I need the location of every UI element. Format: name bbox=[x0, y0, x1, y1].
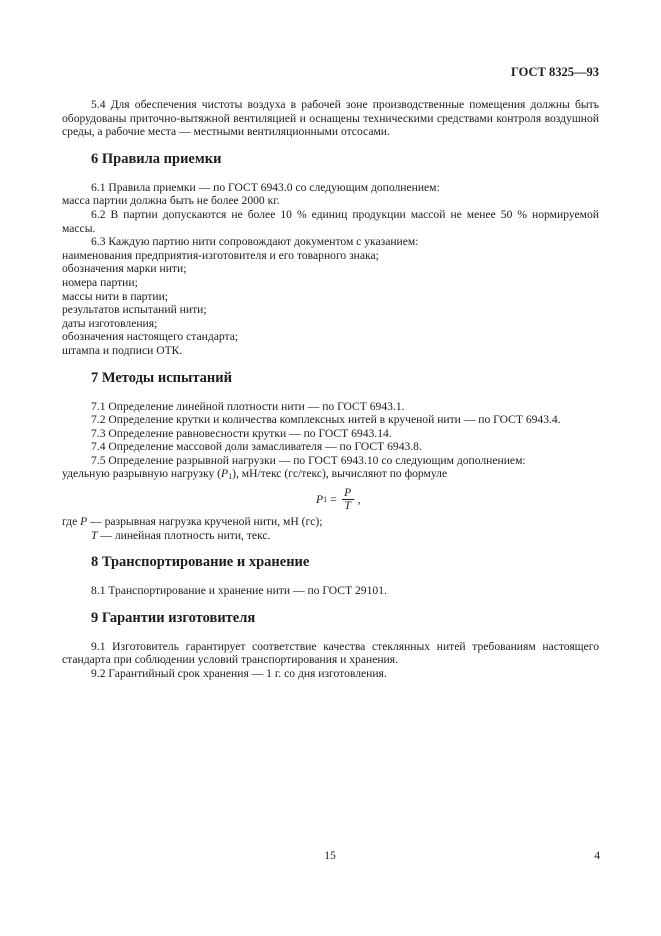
list-item: номера партии; bbox=[62, 275, 138, 289]
section-8-title: 8 Транспортирование и хранение bbox=[91, 554, 310, 571]
document-contents-list bbox=[62, 249, 599, 358]
sheet-number: 4 bbox=[594, 849, 600, 862]
paragraph-6-1: 6.1 Правила приемки — по ГОСТ 6943.0 со следующим дополнением: bbox=[91, 180, 440, 194]
paragraph-7-5-addition: удельную разрывную нагрузку $(P_1)$, мН/текс (гс/текс), вычисляют по формуле bbox=[62, 467, 448, 482]
paragraph-7-3: 7.3 Определение равновесности крутки — по ГОСТ 6943.14. bbox=[91, 426, 392, 440]
list-item: результатов испытаний нити; bbox=[62, 303, 207, 317]
paragraph-7-2: 7.2 Определение крутки и количества комплексных нитей в крученой нити — по ГОСТ 6943.4. bbox=[91, 413, 561, 427]
variable-p: P bbox=[221, 467, 229, 481]
list-item: даты изготовления; bbox=[62, 316, 158, 330]
page-number: 15 bbox=[324, 849, 336, 862]
document-body bbox=[62, 98, 599, 681]
list-item: обозначения марки нити; bbox=[62, 262, 187, 276]
paragraph-7-5: 7.5 Определение разрывной нагрузки — по ГОСТ 6943.10 со следующим дополнением: bbox=[91, 453, 526, 467]
formula-equals: = bbox=[330, 492, 337, 506]
formula-legend-t: T — линейная плотность нити, текс. bbox=[91, 528, 271, 542]
paragraph-9-2: 9.2 Гарантийный срок хранения — 1 г. со дня изготовления. bbox=[91, 667, 387, 681]
list-item: массы нити в партии; bbox=[62, 289, 169, 303]
list-item: штампа и подписи ОТК. bbox=[62, 343, 183, 357]
formula-lhs: P bbox=[316, 492, 324, 506]
paragraph-6-3: 6.3 Каждую партию нити сопровождают документом с указанием: bbox=[91, 235, 419, 249]
paragraph-8-1: 8.1 Транспортирование и хранение нити — по ГОСТ 29101. bbox=[91, 584, 387, 598]
paragraph-6-2: 6.2 В партии допускаются не более 10 % единиц продукции массой не менее 50 % нормируемой массы. bbox=[62, 207, 599, 235]
formula-fraction bbox=[342, 487, 354, 512]
paragraph-6-1-addition: масса партии должна быть не более 2000 кг. bbox=[62, 194, 280, 208]
section-6-title: 6 Правила приемки bbox=[91, 150, 222, 167]
document-code: ГОСТ 8325—93 bbox=[510, 65, 599, 79]
formula-numerator: P bbox=[344, 486, 352, 500]
paragraph-7-1: 7.1 Определение линейной плотности нити — по ГОСТ 6943.1. bbox=[91, 399, 405, 413]
section-9-title: 9 Гарантии изготовителя bbox=[91, 609, 256, 626]
formula-comma: , bbox=[357, 492, 361, 506]
paragraph-5-4: 5.4 Для обеспечения чистоты воздуха в рабочей зоне производственные помещения должны быть оборудованы приточно-вытяжной вентиляцией и оснащены техническими средствами контроля воздушной среды, а рабочие места — местными вентиляционными отсосами. bbox=[62, 98, 599, 139]
section-7-title: 7 Методы испытаний bbox=[91, 369, 232, 386]
formula-denominator: T bbox=[344, 499, 351, 513]
paragraph-7-4: 7.4 Определение массовой доли замасливателя — по ГОСТ 6943.8. bbox=[91, 440, 422, 454]
formula: P 1 = $\frac{P}{T}$ , bbox=[316, 486, 361, 513]
list-item: наименования предприятия-изготовителя и его товарного знака; bbox=[62, 248, 379, 262]
formula-legend-p: где P — разрывная нагрузка крученой нити, мН (гс); bbox=[62, 515, 323, 529]
paragraph-9-1: 9.1 Изготовитель гарантирует соответствие качества стеклянных нитей требованиям настоящего стандарта при соблюдении условий транспортирования и хранения. bbox=[62, 639, 599, 667]
list-item: обозначения настоящего стандарта; bbox=[62, 330, 239, 344]
